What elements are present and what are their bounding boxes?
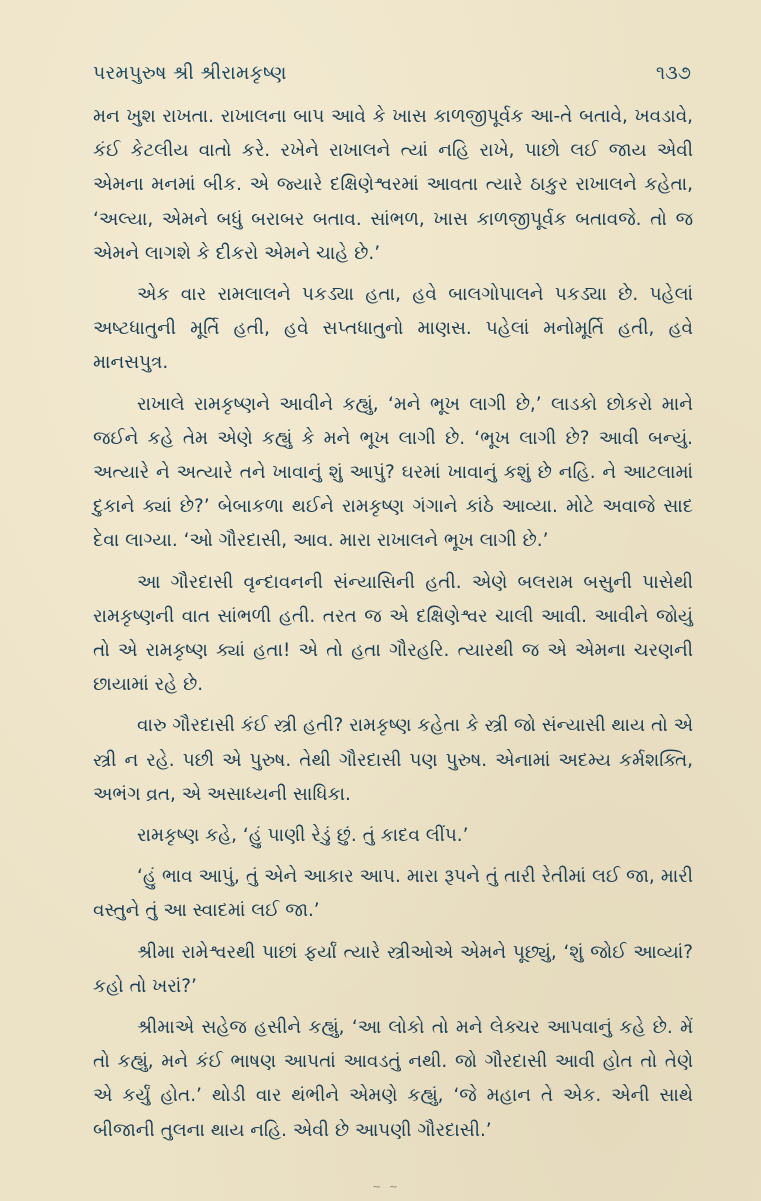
footer-ornament: ~ ~ (372, 1180, 400, 1193)
paragraph-2: એક વાર રામલાલને પકડ્યા હતા, હવે બાલગોપાલને પકડ્યા છે. પહેલાં અષ્ટધાતુની મૂર્તિ હતી, હવે સપ્તધાતુનો માણસ. પહેલાં મનોમૂર્તિ હતી, હવે માનસપુત્ર. (93, 284, 693, 374)
paragraph-4: આ ગૌરદાસી વૃન્દાવનની સંન્યાસિની હતી. એણે બલરામ બસુની પાસેથી રામકૃષ્ણની વાત સાંભળી હતી. તરત જ એ દક્ષિણેશ્વર ચાલી આવી. આવીને જોયું તો એ રામકૃષ્ણ ક્યાં હતા! એ તો હતા ગૌરહરિ. ત્યારથી જ એ એમના ચરણની છાયામાં રહે છે. (93, 571, 693, 696)
paragraph-8: શ્રીમા રામેશ્વરથી પાછાં ફર્યાં ત્યારે સ્ત્રીઓએ એમને પૂછ્યું, ‘શું જોઈ આવ્યાં? કહો તો ખરાં?’ (93, 941, 693, 997)
paragraph-6: રામકૃષ્ણ કહે, ‘હું પાણી રેડું છું. તું કાદવ લીંપ.’ (137, 825, 469, 847)
paragraph-9: શ્રીમાએ સહેજ હસીને કહ્યું, ‘આ લોકો તો મને લેક્ચર આપવાનું કહે છે. મેં તો કહ્યું, મને કંઈ ભાષણ આપતાં આવડતું નથી. જો ગૌરદાસી આવી હોત તો તેણે એ કર્યું હોત.’ થોડી વાર થંભીને એમણે કહ્યું, ‘જે મહાન તે એક. એની સાથે બીજાની તુલના થાય નહિ. એવી છે આપણી ગૌરદાસી.’ (93, 1017, 693, 1141)
page-header (93, 58, 691, 88)
paragraph-3: રાખાલે રામકૃષ્ણને આવીને કહ્યું, ‘મને ભૂખ લાગી છે,’ લાડકો છોકરો માને જઈને કહે તેમ એણે કહ્યું કે મને ભૂખ લાગી છે. ‘ભૂખ લાગી છે? આવી બન્યું. અત્યારે ને અત્યારે તને ખાવાનું શું આપું? ઘરમાં ખાવાનું કશું છે નહિ. ને આટલામાં દુકાને ક્યાં છે?’ બેબાકળા થઈને રામકૃષ્ણ ગંગાને કાંઠે આવ્યા. મોટે અવાજે સાદ દેવા લાગ્યા. ‘ઓ ગૌરદાસી, આવ. મારા રાખાલને ભૂખ લાગી છે.’ (93, 393, 693, 552)
body-text (93, 100, 693, 1148)
running-head: પરમપુરુષ શ્રી શ્રીરામકૃષ્ણ (93, 62, 287, 84)
paragraph-1: મન ખુશ રાખતા. રાખાલના બાપ આવે કે ખાસ કાળજીપૂર્વક આ-તે બતાવે, ખવડાવે, કંઈ કેટલીય વાતો કરે. રખેને રાખાલને ત્યાં નહિ રાખે, પાછો લઈ જાય એવી એમના મનમાં બીક. એ જ્યારે દક્ષિણેશ્વરમાં આવતા ત્યારે ઠાકુર રાખાલને કહેતા, ‘અલ્યા, એમને બધું બરાબર બતાવ. સાંભળ, ખાસ કાળજીપૂર્વક બતાવજે. તો જ એમને લાગશે કે દીકરો એમને ચાહે છે.’ (93, 106, 693, 264)
paragraph-7: ‘હું ભાવ આપું, તું એને આકાર આપ. મારા રૂપને તું તારી રેતીમાં લઈ જા, મારી વસ્તુને તું આ સ્વાદમાં લઈ જા.’ (93, 866, 693, 922)
page-number: ૧૩૭ (655, 62, 691, 84)
paragraph-5: વારુ ગૌરદાસી કંઈ સ્ત્રી હતી? રામકૃષ્ણ કહેતા કે સ્ત્રી જો સંન્યાસી થાય તો એ સ્ત્રી ન રહે. પછી એ પુરુષ. તેથી ગૌરદાસી પણ પુરુષ. એનામાં અદમ્ય કર્મશક્તિ, અભંગ વ્રત, એ અસાધ્યની સાધિકા. (93, 715, 693, 805)
